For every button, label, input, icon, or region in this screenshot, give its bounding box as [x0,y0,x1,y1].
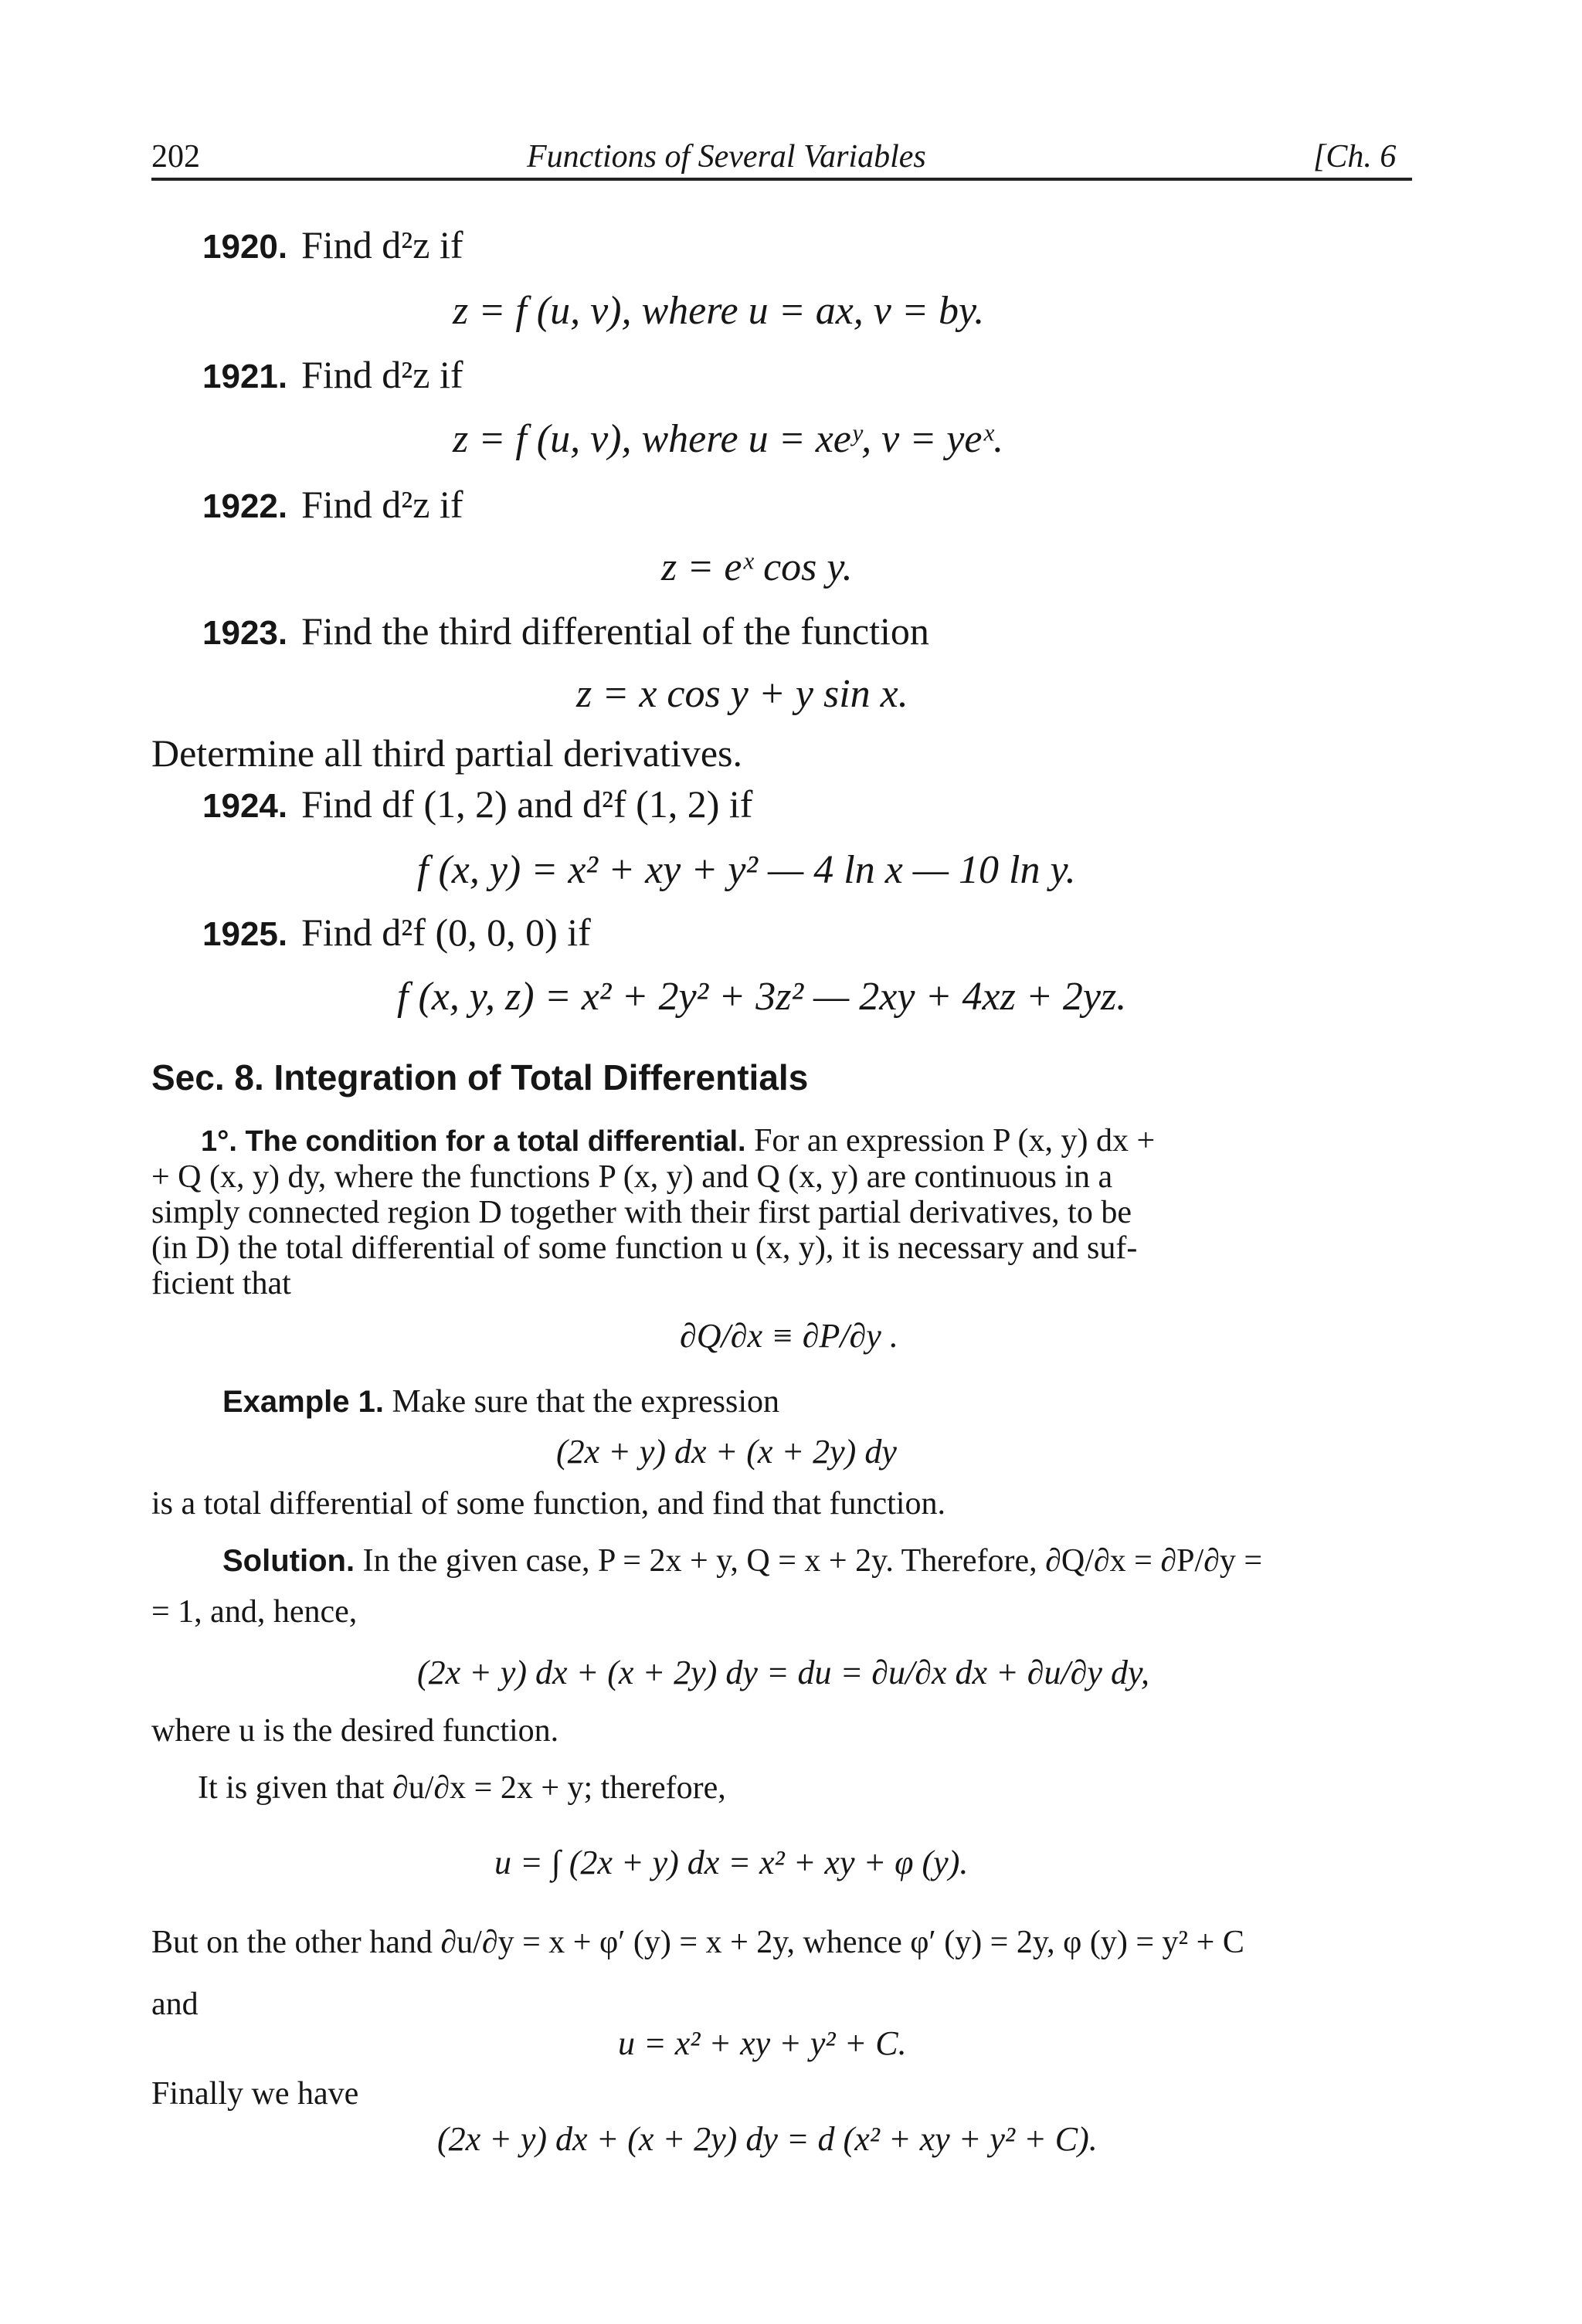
problem-prompt: Find the third differential of the function [301,609,929,653]
problem-1925 [202,911,591,954]
condition-line: simply connected region D together with their first partial derivatives, to be [151,1195,1132,1230]
solution-label: Solution. [222,1544,355,1578]
problem-formula: z = f (u, v), where u = xeʸ, v = yeˣ. [453,417,1004,461]
problem-number: 1921. [202,358,288,395]
solution-line-2: = 1, and, hence, [151,1594,358,1630]
problem-1924 [202,783,752,826]
problem-1922 [202,483,463,526]
problem-prompt: Find d²f (0, 0, 0) if [301,911,591,954]
condition-line: (in D) the total differential of some function u (x, y), it is necessary and suf- [151,1230,1138,1266]
problem-extra: Determine all third partial derivatives. [151,731,742,775]
problem-formula: z = eˣ cos y. [661,545,853,589]
page-number: 202 [151,139,200,175]
condition-paragraph [151,1123,1426,1301]
condition-line [151,1123,1426,1159]
problem-number: 1922. [202,487,288,525]
example-prompt: Make sure that the expression [392,1384,780,1420]
running-title: Functions of Several Variables [527,139,926,175]
problem-number: 1923. [202,614,288,652]
problem-prompt: Find df (1, 2) and d²f (1, 2) if [301,782,753,826]
where-line: where u is the desired function. [151,1713,559,1749]
example-label: Example 1. [222,1385,385,1419]
problem-1921 [202,354,463,396]
problem-prompt: Find d²z if [301,483,463,526]
equation-3: u = x² + xy + y² + C. [618,2024,907,2062]
equation-4: (2x + y) dx + (x + 2y) dy = d (x² + xy + y² + C). [437,2120,1098,2158]
and-line: and [151,1986,199,2022]
chapter-label: [Ch. 6 [1313,139,1397,175]
example-heading [222,1384,779,1420]
problem-prompt: Find d²z if [301,223,463,266]
equation-1: (2x + y) dx + (x + 2y) dy = du = ∂u/∂x dx + ∂u/∂y dy, [417,1654,1150,1691]
condition-lead: 1°. The condition for a total differential. [201,1125,746,1158]
problem-number: 1924. [202,787,288,825]
problem-number: 1925. [202,915,288,953]
solution-line-1 [222,1543,1262,1579]
problem-prompt: Find d²z if [301,353,463,396]
condition-line: ficient that [151,1266,291,1301]
but-line: But on the other hand ∂u/∂y = x + φ′ (y) = x + 2y, whence φ′ (y) = 2y, φ (y) = y² + C [151,1925,1244,1960]
problem-1920 [202,224,463,266]
problem-formula: z = f (u, v), where u = ax, v = by. [453,289,985,333]
solution-text: In the given case, P = 2x + y, Q = x + 2y. Therefore, ∂Q/∂x = ∂P/∂y = [362,1543,1263,1579]
condition-text: For an expression P (x, y) dx + [754,1123,1156,1159]
condition-formula: ∂Q/∂x ≡ ∂P/∂y . [680,1317,898,1355]
example-statement: is a total differential of some function, and find that function. [151,1486,945,1522]
problem-formula: f (x, y) = x² + xy + y² — 4 ln x — 10 ln y. [417,848,1076,892]
given-line: It is given that ∂u/∂x = 2x + y; therefore, [198,1770,726,1806]
section-heading: Sec. 8. Integration of Total Differentials [151,1057,809,1098]
example-expression: (2x + y) dx + (x + 2y) dy [556,1433,897,1471]
problem-1923 [202,610,929,653]
problem-formula: f (x, y, z) = x² + 2y² + 3z² — 2xy + 4xz + 2yz. [397,975,1127,1019]
finally-line: Finally we have [151,2076,359,2112]
condition-line: + Q (x, y) dy, where the functions P (x, y) and Q (x, y) are continuous in a [151,1159,1113,1195]
problem-formula: z = x cos y + y sin x. [576,672,908,716]
equation-2: u = ∫ (2x + y) dx = x² + xy + φ (y). [494,1844,969,1881]
header-rule [151,178,1412,181]
problem-number: 1920. [202,228,288,266]
